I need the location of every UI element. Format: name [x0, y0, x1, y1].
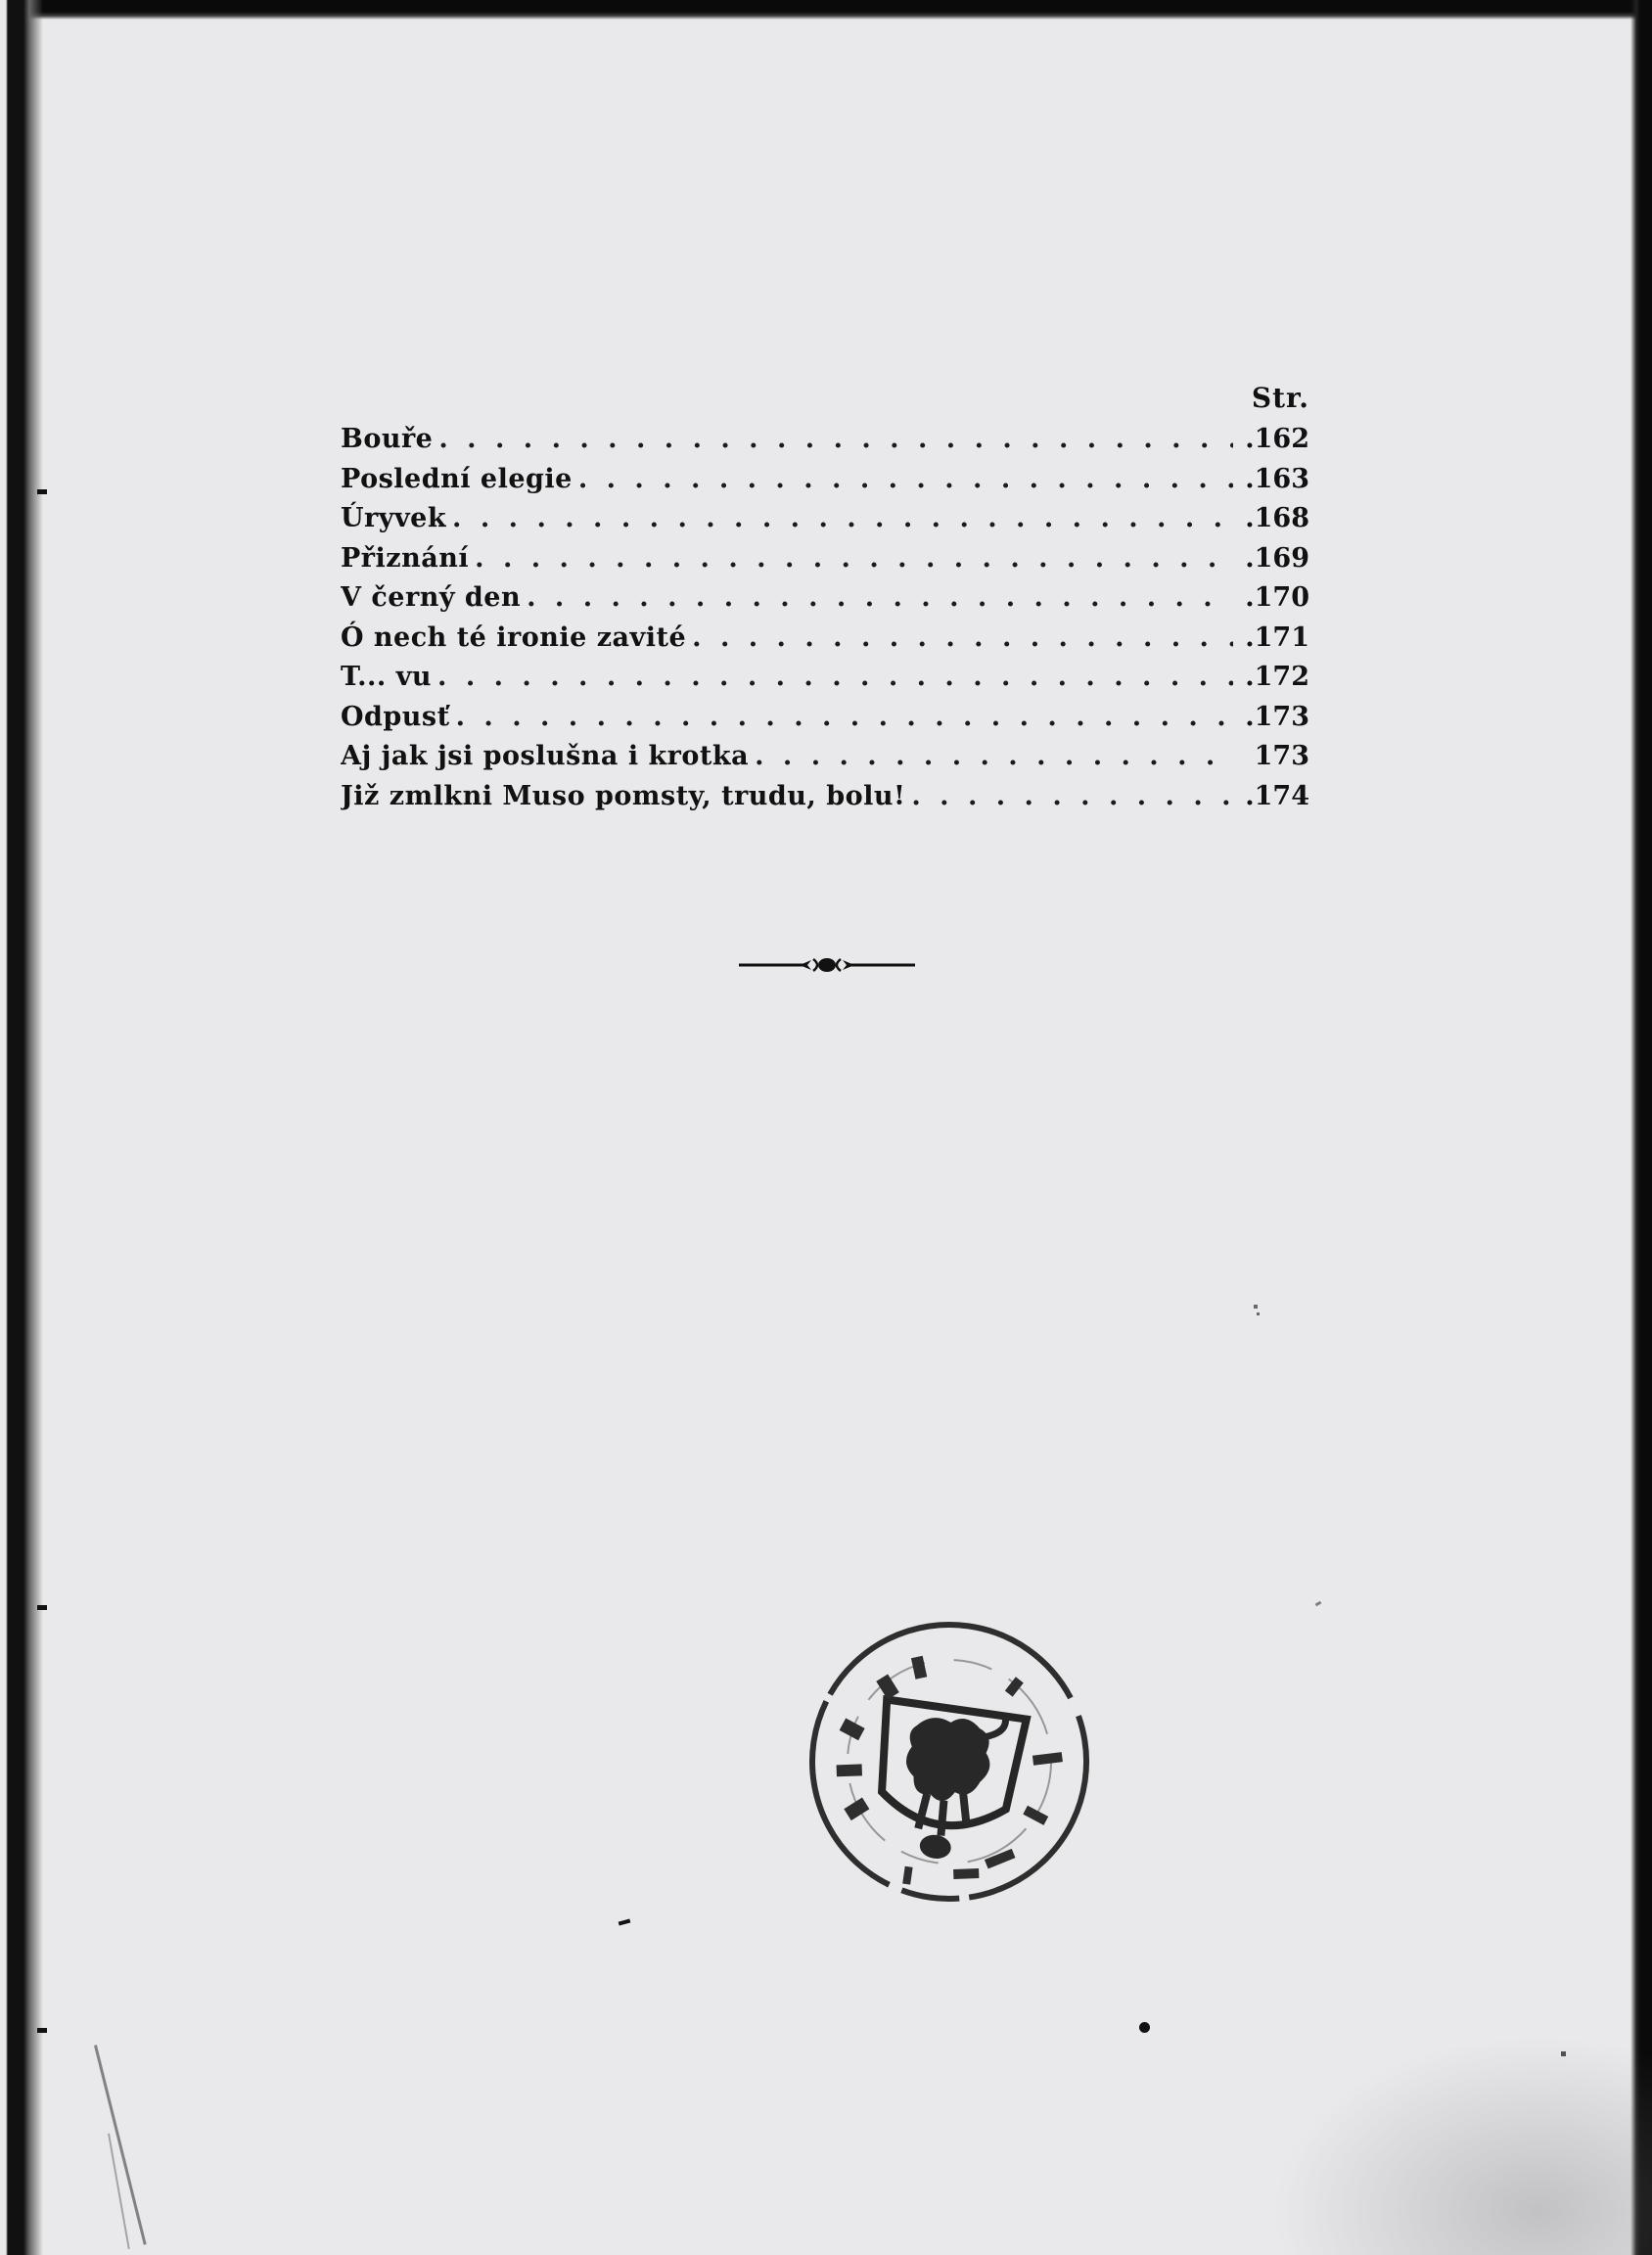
dot-leader: [692, 619, 1233, 659]
toc-list: [341, 420, 1309, 816]
speck: [1254, 1305, 1258, 1309]
binding-mark: [37, 489, 47, 494]
dot-leader: [437, 658, 1233, 698]
toc-entry-page: .171: [1245, 621, 1309, 653]
toc-entry-title: Ó nech té ironie zavité: [341, 621, 687, 653]
toc-entry-title: T... vu: [341, 662, 433, 692]
speck: [1561, 2051, 1566, 2056]
toc-entry: [341, 539, 1309, 579]
toc-entry-page: .173: [1245, 701, 1309, 732]
binding-mark: [37, 2028, 47, 2033]
toc-entry-page: .170: [1245, 582, 1309, 613]
scan-streak: [108, 2134, 130, 2250]
toc-entry-title: Odpusť: [341, 701, 450, 732]
dot-leader: [578, 460, 1233, 500]
toc-entry-title: Již zmlkni Muso pomsty, trudu, bolu!: [341, 780, 906, 811]
dot-leader: [527, 578, 1233, 619]
toc-entry-page: .168: [1245, 503, 1309, 533]
toc-entry-page: 173: [1254, 741, 1309, 771]
scan-border-left: [0, 0, 43, 2255]
toc-entry-title: Úryvek: [341, 503, 447, 533]
dot-leader: [755, 737, 1233, 777]
binding-mark: [37, 1605, 47, 1610]
toc-entry-page: .174: [1245, 780, 1309, 811]
scan-smudge: [1272, 2036, 1652, 2255]
toc-entry: [341, 420, 1309, 460]
toc-entry-page: .163: [1245, 463, 1309, 494]
scan-border-right: [1630, 0, 1652, 2255]
page-column-header: Str.: [1251, 382, 1309, 414]
table-of-contents: [341, 377, 1309, 816]
speck: [1139, 2022, 1150, 2033]
toc-entry: [341, 499, 1309, 539]
toc-entry: [341, 460, 1309, 500]
toc-entry: [341, 578, 1309, 619]
toc-entry: [341, 698, 1309, 738]
scan-border-top: [0, 0, 1652, 20]
dot-leader: [456, 698, 1233, 738]
toc-entry-title: Bouře: [341, 424, 434, 454]
toc-entry-page: .169: [1245, 542, 1309, 574]
toc-entry-title: Aj jak jsi poslušna i krotka: [341, 741, 750, 771]
dot-leader: [911, 777, 1233, 817]
dot-leader: [438, 420, 1233, 460]
speck: [1257, 1312, 1260, 1315]
speck: [619, 1919, 631, 1926]
toc-entry-page: .172: [1245, 662, 1309, 692]
toc-entry: [341, 658, 1309, 698]
toc-entry-title: Přiznání: [341, 542, 470, 574]
toc-entry: [341, 619, 1309, 659]
dot-leader: [452, 499, 1233, 539]
toc-entry: [341, 737, 1309, 777]
scan-streak: [94, 2045, 147, 2244]
toc-entry: [341, 777, 1309, 817]
toc-entry-title: Poslední elegie: [341, 463, 573, 494]
toc-entry-page: .162: [1245, 424, 1309, 454]
dot-leader: [475, 539, 1233, 579]
speck: [1315, 1601, 1322, 1607]
toc-entry-title: V černý den: [341, 582, 522, 613]
ornamental-divider-icon: [739, 947, 915, 983]
library-stamp-lion-icon: [784, 1596, 1116, 1928]
